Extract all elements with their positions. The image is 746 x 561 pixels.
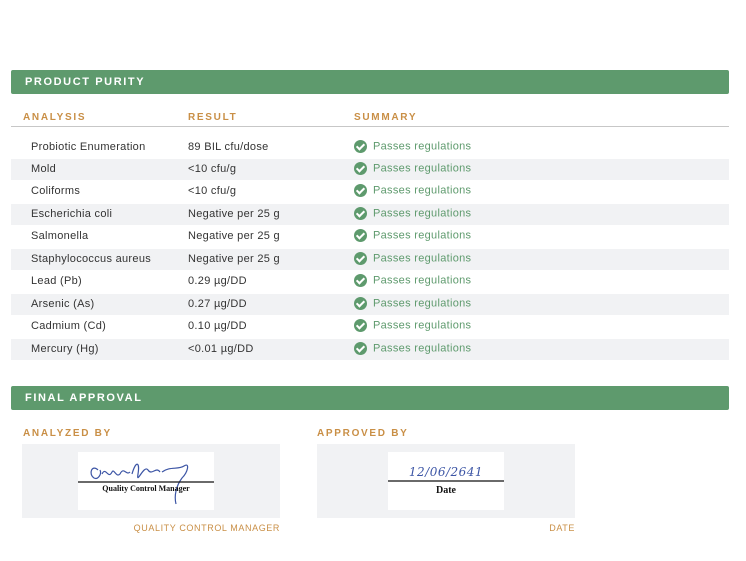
handwritten-date: 12/06/2641 (408, 465, 484, 479)
result-cell: Negative per 25 g (188, 230, 280, 242)
check-circle-icon (354, 297, 367, 310)
date-line (388, 452, 504, 510)
product-purity-title: PRODUCT PURITY (25, 76, 146, 88)
summary-cell (354, 229, 471, 242)
summary-cell (354, 252, 471, 265)
header-divider (11, 126, 729, 127)
check-circle-icon (354, 207, 367, 220)
analysis-cell: Probiotic Enumeration (31, 141, 146, 153)
summary-cell (354, 207, 471, 220)
check-circle-icon (354, 229, 367, 242)
table-row (11, 181, 729, 202)
product-purity-header (11, 70, 729, 94)
check-circle-icon (354, 274, 367, 287)
summary-text: Passes regulations (373, 252, 472, 265)
result-cell: <10 cfu/g (188, 185, 237, 197)
summary-text: Passes regulations (373, 162, 472, 175)
check-circle-icon (354, 319, 367, 332)
result-cell: 89 BIL cfu/dose (188, 141, 269, 153)
result-cell: <0.01 µg/DD (188, 343, 254, 355)
analysis-cell: Staphylococcus aureus (31, 253, 152, 265)
approved-by-signature-box (317, 444, 575, 518)
summary-cell (354, 342, 471, 355)
analysis-cell: Lead (Pb) (31, 275, 83, 287)
summary-text: Passes regulations (373, 184, 472, 197)
approved-by-label: APPROVED BY (317, 428, 409, 439)
date-image (388, 452, 504, 510)
analysis-cell: Arsenic (As) (31, 298, 95, 310)
summary-text: Passes regulations (373, 342, 472, 355)
signature-image (78, 452, 214, 510)
summary-text: Passes regulations (373, 207, 472, 220)
summary-text: Passes regulations (373, 229, 472, 242)
table-row (11, 137, 729, 158)
column-header-analysis: ANALYSIS (23, 112, 87, 123)
summary-cell (354, 184, 471, 197)
analysis-cell: Mercury (Hg) (31, 343, 99, 355)
final-approval-header (11, 386, 729, 410)
summary-cell (354, 162, 471, 175)
summary-cell (354, 319, 471, 332)
analyzed-by-label: ANALYZED BY (23, 428, 112, 439)
table-row (11, 339, 729, 360)
table-row (11, 226, 729, 247)
result-cell: 0.29 µg/DD (188, 275, 247, 287)
summary-text: Passes regulations (373, 319, 472, 332)
analysis-cell: Mold (31, 163, 57, 175)
analysis-cell: Salmonella (31, 230, 89, 242)
summary-text: Passes regulations (373, 274, 472, 287)
analysis-cell: Cadmium (Cd) (31, 320, 107, 332)
table-row (11, 294, 729, 315)
approved-by-caption: DATE (549, 523, 575, 533)
signature-card-text: Quality Control Manager (102, 484, 190, 493)
table-row (11, 249, 729, 270)
check-circle-icon (354, 184, 367, 197)
final-approval-title: FINAL APPROVAL (25, 392, 143, 404)
check-circle-icon (354, 140, 367, 153)
analysis-cell: Coliforms (31, 185, 81, 197)
handwritten-signature (78, 452, 214, 510)
table-row (11, 316, 729, 337)
summary-cell (354, 140, 471, 153)
check-circle-icon (354, 162, 367, 175)
result-cell: Negative per 25 g (188, 208, 280, 220)
analysis-cell: Escherichia coli (31, 208, 113, 220)
table-row (11, 271, 729, 292)
table-row (11, 204, 729, 225)
result-cell: Negative per 25 g (188, 253, 280, 265)
table-row (11, 159, 729, 180)
analyzed-by-caption: QUALITY CONTROL MANAGER (133, 523, 280, 533)
result-cell: <10 cfu/g (188, 163, 237, 175)
summary-text: Passes regulations (373, 140, 472, 153)
summary-text: Passes regulations (373, 297, 472, 310)
summary-cell (354, 274, 471, 287)
analyzed-by-signature-box (22, 444, 280, 518)
result-cell: 0.27 µg/DD (188, 298, 247, 310)
check-circle-icon (354, 342, 367, 355)
summary-cell (354, 297, 471, 310)
column-header-summary: SUMMARY (354, 112, 418, 123)
result-cell: 0.10 µg/DD (188, 320, 247, 332)
column-header-result: RESULT (188, 112, 238, 123)
date-card-text: Date (436, 485, 456, 496)
check-circle-icon (354, 252, 367, 265)
